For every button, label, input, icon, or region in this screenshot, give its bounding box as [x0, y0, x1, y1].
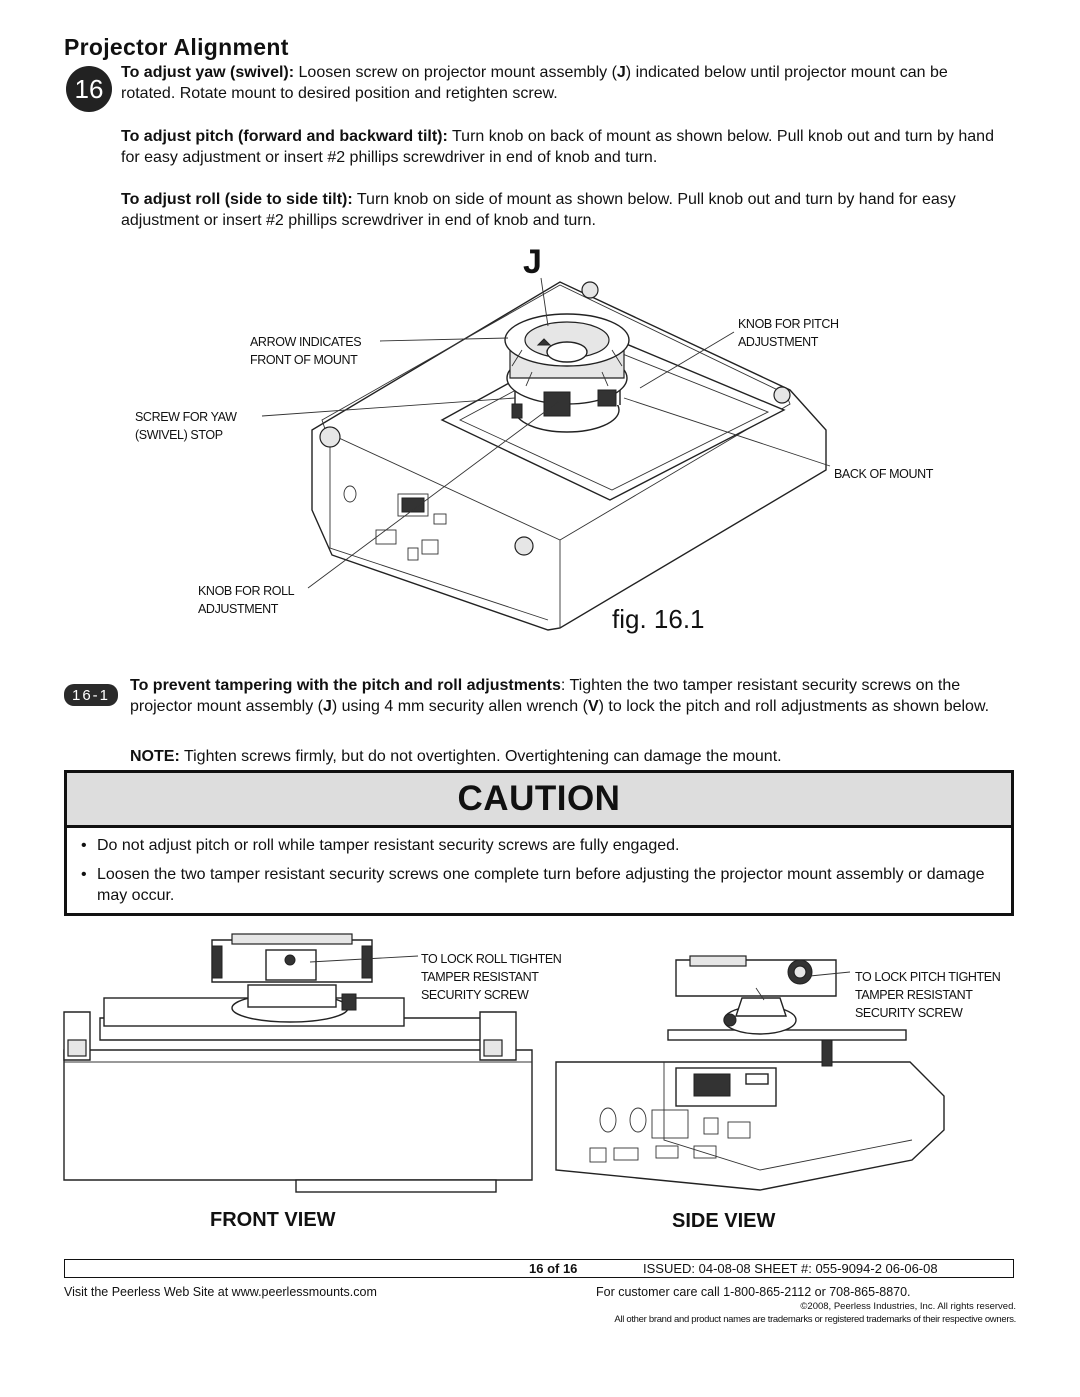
caution-item: • Loosen the two tamper resistant security screws one complete turn before adjusting the projector mount assembly or damage may occur.: [79, 864, 995, 906]
trademarks: All other brand and product names are trademarks or registered trademarks of their respective owners.: [614, 1314, 1016, 1325]
yaw-ref: J: [616, 64, 626, 81]
label-roll-lock: [421, 950, 561, 1004]
label-roll-lock-line3: SECURITY SCREW: [421, 988, 529, 1002]
label-pitch-lock-line1: TO LOCK PITCH TIGHTEN: [855, 970, 1001, 984]
label-roll-lock-line1: TO LOCK ROLL TIGHTEN: [421, 952, 562, 966]
yaw-text-a: Loosen screw on projector mount assembly (: [294, 64, 617, 81]
substep-text-a: : Tighten the two tamper resistant security screws on the projector mount assembly (: [130, 677, 961, 715]
copyright: ©2008, Peerless Industries, Inc. All rights reserved.: [800, 1301, 1016, 1312]
front-view-label: FRONT VIEW: [210, 1209, 336, 1231]
issued-info: ISSUED: 04-08-08 SHEET #: 055-9094-2 06-06-08: [643, 1261, 938, 1276]
side-view-label: SIDE VIEW: [672, 1210, 776, 1232]
label-back-mount: BACK OF MOUNT: [834, 467, 933, 481]
figure-caption: fig. 16.1: [612, 604, 705, 634]
label-pitch-lock-line2: TAMPER RESISTANT: [855, 988, 973, 1002]
page-title: Projector Alignment: [64, 34, 289, 60]
page-number: 16 of 16: [529, 1261, 578, 1276]
note-lead: NOTE:: [130, 748, 180, 765]
label-roll-knob-line2: ADJUSTMENT: [198, 602, 279, 616]
substep-ref-j: J: [322, 698, 332, 715]
website-link[interactable]: Visit the Peerless Web Site at www.peerlessmounts.com: [64, 1285, 377, 1299]
label-pitch-lock-line3: SECURITY SCREW: [855, 1006, 963, 1020]
customer-care: For customer care call 1-800-865-2112 or 708-865-8870.: [596, 1285, 911, 1299]
pitch-text: Turn knob on back of mount as shown below. Pull knob out and turn by hand for easy adjustment or insert #2 phillips screwdriver in end of knob and turn.: [121, 128, 994, 166]
label-yaw-stop-line2: (SWIVEL) STOP: [135, 428, 223, 442]
pitch-lead: To adjust pitch (forward and backward tilt):: [121, 128, 448, 145]
figure-ref-letter: J: [523, 243, 542, 281]
label-arrow-front-line2: FRONT OF MOUNT: [250, 353, 358, 367]
caution-heading: CAUTION: [67, 773, 1011, 828]
label-yaw-stop-line1: SCREW FOR YAW: [135, 410, 237, 424]
yaw-text-b: ) indicated below until projector mount can be rotated. Rotate mount to desired position and retighten screw.: [121, 64, 948, 102]
substep-text-b: ) using 4 mm security allen wrench (: [331, 698, 588, 715]
note-text: Tighten screws firmly, but do not overtighten. Overtightening can damage the mount.: [179, 748, 782, 765]
substep-lead: To prevent tampering with the pitch and roll adjustments: [130, 677, 561, 694]
substep-text-c: ) to lock the pitch and roll adjustments as shown below.: [598, 698, 990, 715]
label-roll-lock-line2: TAMPER RESISTANT: [421, 970, 539, 984]
roll-text: Turn knob on side of mount as shown below. Pull knob out and turn by hand for easy adjustment or insert #2 phillips screwdriver in end of knob and turn.: [121, 191, 956, 229]
label-roll-knob-line1: KNOB FOR ROLL: [198, 584, 295, 598]
step-number-badge: 16: [66, 66, 112, 112]
label-pitch-lock: [855, 968, 1000, 1022]
roll-lead: To adjust roll (side to side tilt):: [121, 191, 353, 208]
label-pitch-knob-line1: KNOB FOR PITCH: [738, 317, 839, 331]
label-arrow-front-line1: ARROW INDICATES: [250, 335, 362, 349]
caution-item: • Do not adjust pitch or roll while tamper resistant security screws are fully engaged.: [79, 835, 995, 856]
label-pitch-knob-line2: ADJUSTMENT: [738, 335, 819, 349]
substep-badge: 16-1: [64, 684, 118, 706]
footer-bar: [64, 1259, 1014, 1278]
substep-ref-v: V: [587, 698, 599, 715]
yaw-lead: To adjust yaw (swivel):: [121, 64, 295, 81]
